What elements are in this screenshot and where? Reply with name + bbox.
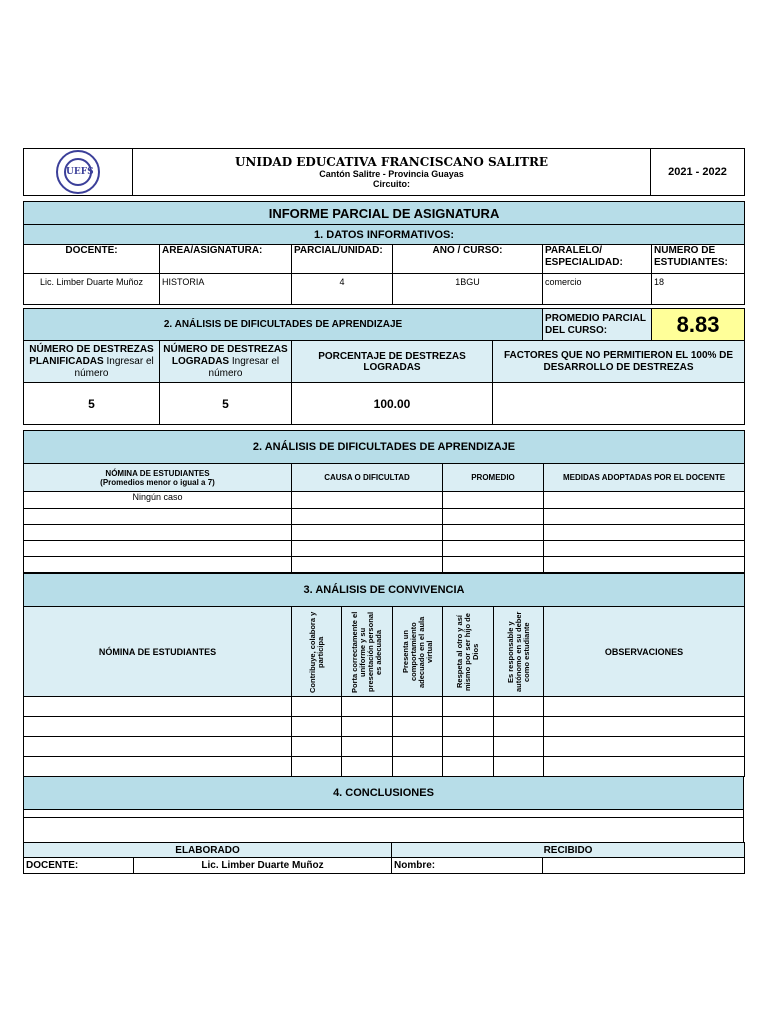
table-cell bbox=[544, 492, 745, 509]
table-cell bbox=[342, 697, 393, 717]
table-cell bbox=[544, 697, 745, 717]
destrezas-block bbox=[23, 308, 744, 425]
table-cell bbox=[443, 757, 494, 777]
table-cell bbox=[393, 717, 443, 737]
table-cell bbox=[443, 492, 544, 509]
table-row bbox=[24, 717, 745, 737]
value-area: HISTORIA bbox=[160, 274, 292, 305]
table-cell bbox=[544, 541, 745, 557]
recibido-label: RECIBIDO bbox=[392, 843, 745, 858]
school-info bbox=[133, 149, 651, 196]
table-cell bbox=[544, 525, 745, 541]
table-cell bbox=[24, 717, 292, 737]
table-cell bbox=[24, 697, 292, 717]
logo-text: UEFS bbox=[64, 158, 92, 186]
footer-block bbox=[23, 842, 744, 874]
criterion-label: Es responsable y autónomo en su deber como estudiante bbox=[505, 611, 531, 692]
table-cell bbox=[443, 541, 544, 557]
value-docente: Lic. Limber Duarte Muñoz bbox=[24, 274, 160, 305]
value-logradas: 5 bbox=[160, 383, 292, 425]
report-title: INFORME PARCIAL DE ASIGNATURA bbox=[24, 202, 745, 225]
criterion-col bbox=[292, 607, 342, 697]
section3-title: 3. ANÁLISIS DE CONVIVENCIA bbox=[24, 574, 745, 607]
table-row bbox=[24, 697, 745, 717]
nombre-label: Nombre: bbox=[392, 858, 543, 874]
table-cell bbox=[342, 757, 393, 777]
value-num-estudiantes: 18 bbox=[652, 274, 745, 305]
table-cell bbox=[24, 525, 292, 541]
value-planificadas: 5 bbox=[24, 383, 160, 425]
table-cell bbox=[292, 557, 443, 573]
section4-title: 4. CONCLUSIONES bbox=[24, 777, 744, 810]
col-nomina-sub: (Promedios menor o igual a 7) bbox=[100, 477, 215, 487]
col-nomina-title: NÓMINA DE ESTUDIANTES bbox=[105, 468, 210, 478]
col-planificadas bbox=[24, 341, 160, 383]
table-cell bbox=[292, 697, 342, 717]
conclusiones-block bbox=[23, 776, 744, 844]
criterion-label: Respeta al otro y así mismo por ser hijo de Dios bbox=[455, 612, 480, 691]
table-cell bbox=[393, 697, 443, 717]
criterion-label: Contribuye, colabora y participa bbox=[307, 610, 325, 693]
criterion-col bbox=[494, 607, 544, 697]
promedio-label: PROMEDIO PARCIAL DEL CURSO: bbox=[543, 309, 652, 341]
label-paralelo: PARALELO/ ESPECIALIDAD: bbox=[543, 245, 652, 274]
label-curso: ANO / CURSO: bbox=[393, 245, 543, 274]
label-area: AREA/ASIGNATURA: bbox=[160, 245, 292, 274]
table-cell bbox=[443, 717, 494, 737]
table-cell bbox=[292, 541, 443, 557]
col-promedio: PROMEDIO bbox=[443, 464, 544, 492]
spacer bbox=[24, 810, 744, 818]
table-cell bbox=[443, 557, 544, 573]
table-cell bbox=[494, 717, 544, 737]
table-cell bbox=[544, 737, 745, 757]
docente-footer-name: Lic. Limber Duarte Muñoz bbox=[134, 858, 392, 874]
promedio-value: 8.83 bbox=[652, 309, 745, 341]
convivencia-block bbox=[23, 573, 744, 777]
table-row bbox=[24, 737, 745, 757]
table-cell bbox=[292, 492, 443, 509]
logo-cell bbox=[24, 149, 133, 196]
conclusiones-text bbox=[24, 818, 744, 844]
dificultades-block bbox=[23, 430, 744, 573]
table-row bbox=[24, 757, 745, 777]
section2a-title: 2. ANÁLISIS DE DIFICULTADES DE APRENDIZAJE bbox=[24, 309, 543, 341]
col-logradas bbox=[160, 341, 292, 383]
value-paralelo: comercio bbox=[543, 274, 652, 305]
table-row bbox=[24, 525, 745, 541]
table-cell bbox=[292, 737, 342, 757]
col-logradas-note: Ingresar el número bbox=[208, 355, 280, 379]
col-logradas-title: NÚMERO DE DESTREZAS LOGRADAS bbox=[163, 343, 288, 367]
table-row bbox=[24, 557, 745, 573]
table-cell bbox=[292, 757, 342, 777]
table-cell bbox=[494, 697, 544, 717]
criterion-label: Presenta un comportamiento adecuado en el aula virtual bbox=[400, 615, 434, 688]
table-cell bbox=[292, 525, 443, 541]
school-year: 2021 - 2022 bbox=[651, 149, 745, 196]
col-nomina bbox=[24, 464, 292, 492]
label-parcial: PARCIAL/UNIDAD: bbox=[292, 245, 393, 274]
table-cell bbox=[342, 737, 393, 757]
col-planificadas-note: Ingresar el número bbox=[74, 355, 154, 379]
table-cell bbox=[24, 737, 292, 757]
school-logo bbox=[56, 150, 100, 194]
table-cell bbox=[443, 737, 494, 757]
col-observaciones: OBSERVACIONES bbox=[544, 607, 745, 697]
table-cell bbox=[292, 509, 443, 525]
value-curso: 1BGU bbox=[393, 274, 543, 305]
table-cell bbox=[292, 717, 342, 737]
label-docente: DOCENTE: bbox=[24, 245, 160, 274]
table-cell bbox=[443, 525, 544, 541]
col-planificadas-title: NÚMERO DE DESTREZAS PLANIFICADAS bbox=[29, 343, 154, 367]
table-cell bbox=[342, 717, 393, 737]
section1-title: 1. DATOS INFORMATIVOS: bbox=[24, 225, 745, 245]
table-row bbox=[24, 541, 745, 557]
table-row bbox=[24, 492, 745, 509]
table-cell bbox=[443, 697, 494, 717]
value-porcentaje: 100.00 bbox=[292, 383, 493, 425]
datos-informativos-block bbox=[23, 201, 744, 305]
label-num-estudiantes: NUMERO DE ESTUDIANTES: bbox=[652, 245, 745, 274]
col-nomina-convivencia: NÓMINA DE ESTUDIANTES bbox=[24, 607, 292, 697]
table-cell bbox=[24, 509, 292, 525]
value-factores bbox=[493, 383, 745, 425]
circuit-label: Circuito: bbox=[373, 179, 410, 189]
header-block bbox=[23, 148, 744, 196]
section2b-title: 2. ANÁLISIS DE DIFICULTADES DE APRENDIZAJE bbox=[24, 431, 745, 464]
docente-footer-label: DOCENTE: bbox=[24, 858, 134, 874]
table-cell bbox=[544, 557, 745, 573]
value-parcial: 4 bbox=[292, 274, 393, 305]
school-name: UNIDAD EDUCATIVA FRANCISCANO SALITRE bbox=[234, 155, 549, 169]
table-cell bbox=[393, 737, 443, 757]
table-cell bbox=[443, 509, 544, 525]
table-cell bbox=[544, 757, 745, 777]
col-porcentaje: PORCENTAJE DE DESTREZAS LOGRADAS bbox=[292, 341, 493, 383]
col-medidas: MEDIDAS ADOPTADAS POR EL DOCENTE bbox=[544, 464, 745, 492]
table-cell bbox=[494, 757, 544, 777]
table-cell: Ningún caso bbox=[24, 492, 292, 509]
criterion-label: Porta correctamente el uniforme y su presentación personal es adecuada bbox=[350, 610, 383, 693]
col-causa: CAUSA O DIFICULTAD bbox=[292, 464, 443, 492]
criterion-col bbox=[443, 607, 494, 697]
criterion-col bbox=[393, 607, 443, 697]
table-cell bbox=[494, 737, 544, 757]
table-cell bbox=[544, 717, 745, 737]
elaborado-label: ELABORADO bbox=[24, 843, 392, 858]
criterion-col bbox=[342, 607, 393, 697]
table-row bbox=[24, 509, 745, 525]
table-cell bbox=[393, 757, 443, 777]
school-location: Cantón Salitre - Provincia Guayas bbox=[319, 169, 464, 179]
table-cell bbox=[24, 757, 292, 777]
table-cell bbox=[544, 509, 745, 525]
table-cell bbox=[24, 557, 292, 573]
table-cell bbox=[24, 541, 292, 557]
col-factores: FACTORES QUE NO PERMITIERON EL 100% DE DESARROLLO DE DESTREZAS bbox=[493, 341, 745, 383]
nombre-value bbox=[543, 858, 745, 874]
